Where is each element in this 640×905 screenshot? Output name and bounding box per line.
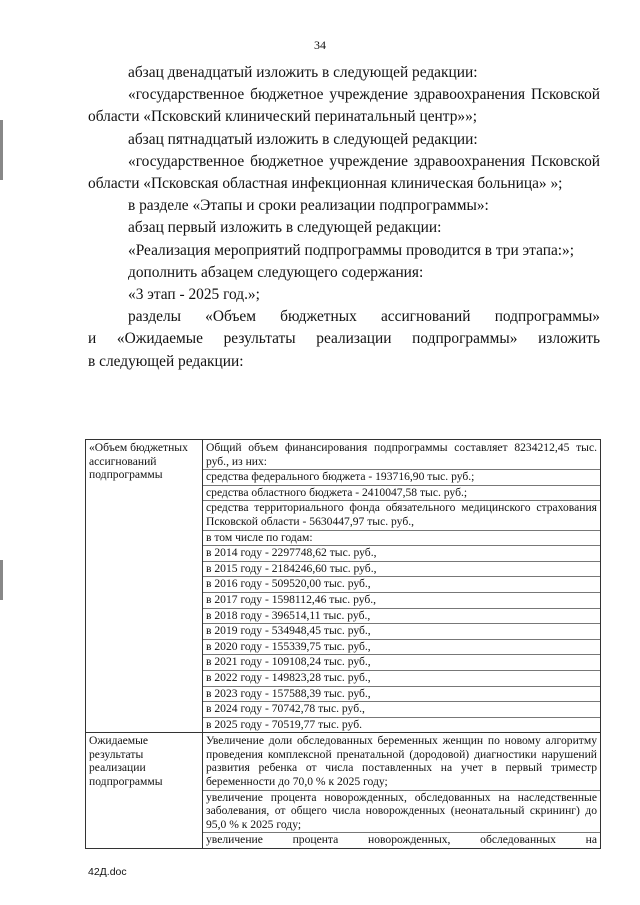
content-line: средства федерального бюджета - 193716,90 тыс. руб.;	[203, 469, 600, 484]
content-line: в 2015 году - 2184246,60 тыс. руб.,	[203, 561, 600, 576]
paragraph: в следующей редакции:	[88, 352, 244, 370]
table-row	[86, 440, 601, 733]
scan-edge-mark	[0, 120, 3, 180]
content-line: в 2019 году - 534948,45 тыс. руб.,	[203, 623, 600, 638]
paragraph: «государственное бюджетное учреждение здравоохранения Псковской области «Псковский клинический перинатальный центр»»;	[88, 86, 600, 126]
content-line: в 2022 году - 149823,28 тыс. руб.,	[203, 670, 600, 685]
row-label: Ожидаемые результаты реализации подпрограммы	[86, 733, 203, 849]
content-line: в 2021 году - 109108,24 тыс. руб.,	[203, 654, 600, 669]
content-line: в том числе по годам:	[203, 530, 600, 545]
content-line: средства территориального фонда обязательного медицинского страхования Псковской области - 5630447,97 тыс. руб.,	[203, 500, 600, 528]
subprogram-table	[85, 439, 601, 849]
content-line: Общий объем финансирования подпрограммы составляет 8234212,45 тыс. руб., из них:	[206, 441, 597, 468]
row-content	[203, 440, 601, 733]
paragraph: «государственное бюджетное учреждение здравоохранения Псковской области «Псковская областная инфекционная клиническая больница» »;	[88, 152, 600, 193]
paragraph: в разделе «Этапы и сроки реализации подпрограммы»:	[128, 197, 489, 215]
paragraph: абзац двенадцатый изложить в следующей редакции:	[128, 64, 478, 81]
content-line: в 2018 году - 396514,11 тыс. руб.,	[203, 608, 600, 623]
content-line: в 2025 году - 70519,77 тыс. руб.	[203, 717, 600, 732]
row-label: «Объем бюджетных ассигнований подпрограммы	[86, 440, 203, 733]
content-line: увеличение процента новорожденных, обследованных на	[203, 832, 600, 847]
file-name-footer: 42Д.doc	[88, 866, 127, 878]
paragraph: разделы «Объем бюджетных ассигнований подпрограммы»	[128, 308, 600, 326]
content-line: увеличение процента новорожденных, обследованных на наследственные заболевания, от общего числа новорожденных (неонатальный скрининг) до 95,0 % к 2025 году;	[203, 790, 600, 832]
content-line: в 2020 году - 155339,75 тыс. руб.,	[203, 639, 600, 654]
content-line: в 2017 году - 1598112,46 тыс. руб.,	[203, 592, 600, 607]
scan-edge-mark	[0, 560, 3, 600]
paragraph: дополнить абзацем следующего содержания:	[128, 263, 424, 281]
content-line: средства областного бюджета - 2410047,58 тыс. руб.;	[203, 485, 600, 500]
paragraph: «Реализация мероприятий подпрограммы проводится в три этапа:»;	[128, 241, 575, 259]
page-number: 34	[314, 38, 326, 52]
table-row	[86, 733, 601, 849]
row-content	[203, 733, 601, 849]
content-line: в 2014 году - 2297748,62 тыс. руб.,	[203, 545, 600, 560]
paragraph: абзац пятнадцатый изложить в следующей редакции:	[128, 130, 478, 148]
content-line: Увеличение доли обследованных беременных женщин по новому алгоритму проведения комплексной пренатальной (дородовой) диагностики нарушений развития ребенка от числа поставленных на учет в первый триместр беременности до 70,0 % к 2025 году;	[206, 734, 597, 789]
content-line: в 2024 году - 70742,78 тыс. руб.,	[203, 701, 600, 716]
content-line: в 2016 году - 509520,00 тыс. руб.,	[203, 576, 600, 591]
paragraph: абзац первый изложить в следующей редакции:	[128, 219, 442, 237]
document-body	[88, 62, 600, 373]
paragraph: и «Ожидаемые результаты реализации подпрограммы» изложить	[88, 330, 600, 348]
content-line: в 2023 году - 157588,39 тыс. руб.,	[203, 686, 600, 701]
paragraph: «3 этап - 2025 год.»;	[128, 286, 260, 304]
